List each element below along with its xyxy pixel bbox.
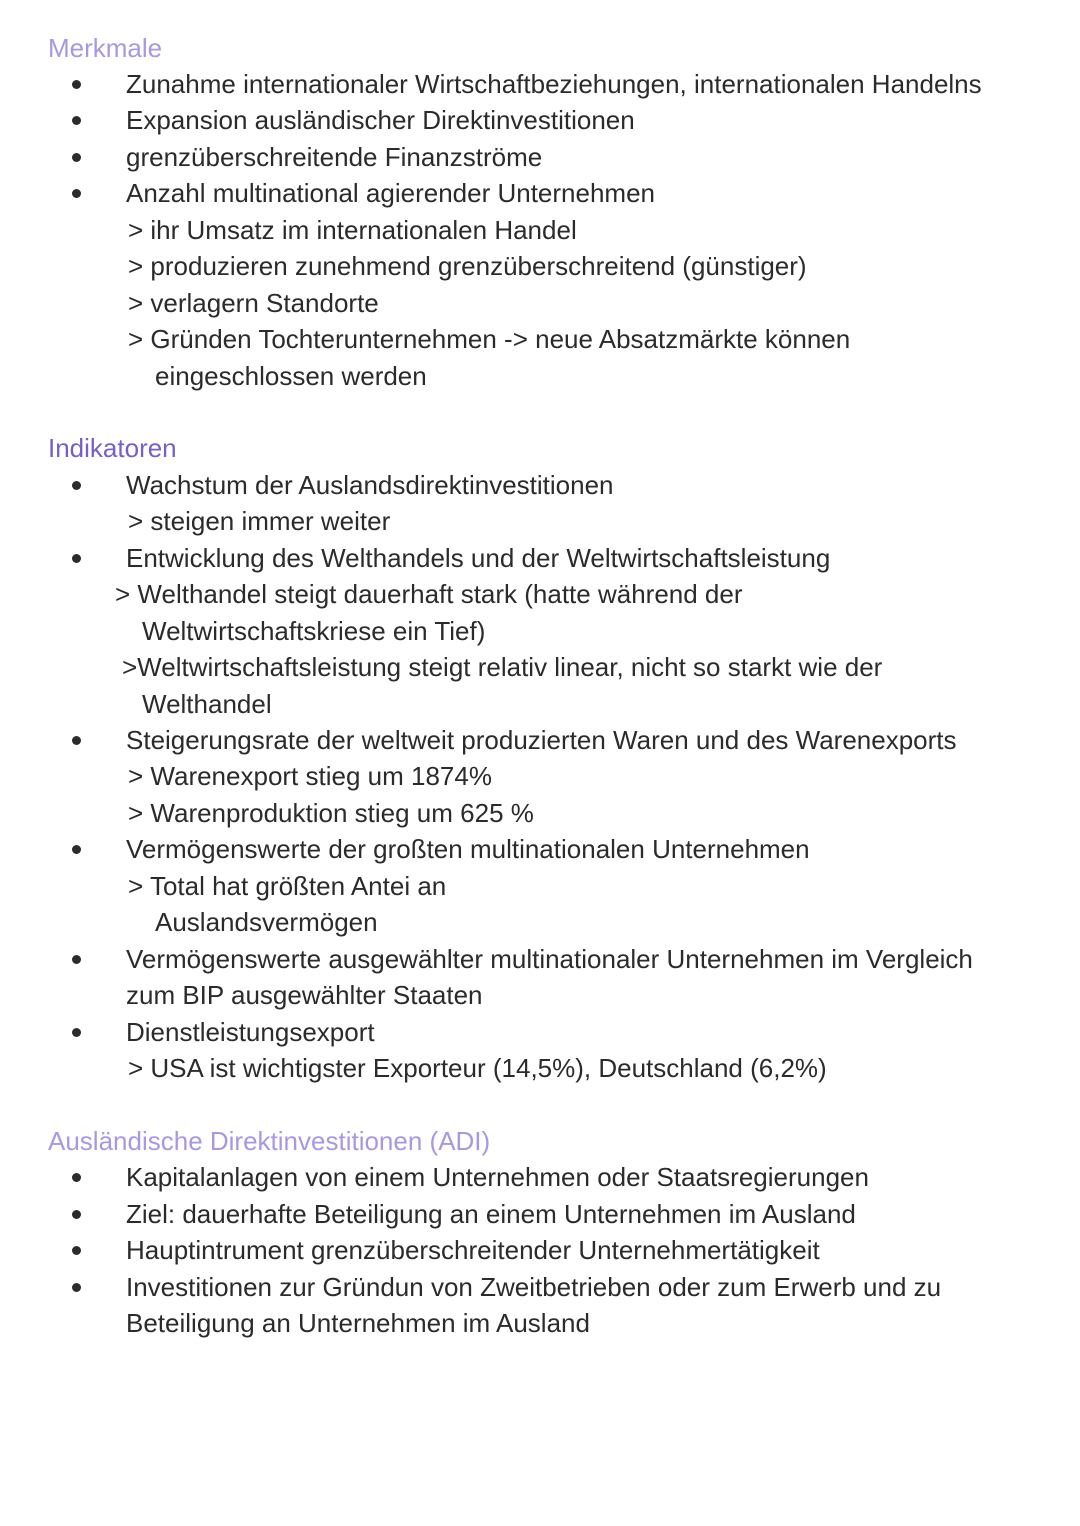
bullet-icon [72, 481, 81, 490]
bullet-icon [72, 189, 81, 198]
list-item: Kapitalanlagen von einem Unternehmen oder Staatsregierungen [126, 1162, 869, 1192]
list-item: Investitionen zur Gründun von Zweitbetrieben oder zum Erwerb und zu [126, 1272, 942, 1302]
sub-item: > Warenproduktion stieg um 625 % [128, 798, 534, 828]
list-item: Vermögenswerte ausgewählter multinationaler Unternehmen im Vergleich [126, 944, 973, 974]
list-item-continuation: zum BIP ausgewählter Staaten [126, 980, 483, 1010]
sub-item: > Welthandel steigt dauerhaft stark (hatte während der [115, 579, 743, 609]
bullet-icon [72, 116, 81, 125]
sub-item-continuation: Welthandel [142, 689, 272, 719]
list-item: Hauptintrument grenzüberschreitender Unternehmertätigkeit [126, 1235, 820, 1265]
bullet-icon [72, 80, 81, 89]
list-item-continuation: Beteiligung an Unternehmen im Ausland [126, 1308, 590, 1338]
bullet-icon [72, 1283, 81, 1292]
sub-item: > verlagern Standorte [128, 288, 379, 318]
list-item: Steigerungsrate der weltweit produzierten Waren und des Warenexports [126, 725, 957, 755]
list-item: Entwicklung des Welthandels und der Weltwirtschaftsleistung [126, 543, 831, 573]
bullet-icon [72, 153, 81, 162]
list-item: Vermögenswerte der großten multinationalen Unternehmen [126, 834, 810, 864]
list-item: Wachstum der Auslandsdirektinvestitionen [126, 470, 614, 500]
bullet-icon [72, 955, 81, 964]
list-item: Dienstleistungsexport [126, 1017, 375, 1047]
sub-item: > produzieren zunehmend grenzüberschreitend (günstiger) [128, 251, 807, 281]
list-item: Ziel: dauerhafte Beteiligung an einem Unternehmen im Ausland [126, 1199, 856, 1229]
sub-item-continuation: Weltwirtschaftskriese ein Tief) [142, 616, 486, 646]
list-item: grenzüberschreitende Finanzströme [126, 142, 543, 172]
bullet-icon [72, 1246, 81, 1255]
bullet-icon [72, 736, 81, 745]
sub-item: >Weltwirtschaftsleistung steigt relativ linear, nicht so starkt wie der [122, 652, 883, 682]
sub-item-continuation: eingeschlossen werden [155, 361, 427, 391]
sub-item: > Gründen Tochterunternehmen -> neue Absatzmärkte können [128, 324, 851, 354]
bullet-icon [72, 845, 81, 854]
sub-item: > ihr Umsatz im internationalen Handel [128, 215, 577, 245]
sub-item: > USA ist wichtigster Exporteur (14,5%), Deutschland (6,2%) [128, 1053, 827, 1083]
sub-item: > steigen immer weiter [128, 506, 391, 536]
section-heading-merkmale: Merkmale [48, 33, 163, 63]
list-item: Expansion ausländischer Direktinvestitionen [126, 105, 635, 135]
list-item: Anzahl multinational agierender Unternehmen [126, 178, 655, 208]
sub-item-continuation: Auslandsvermögen [155, 907, 378, 937]
bullet-icon [72, 1210, 81, 1219]
bullet-icon [72, 554, 81, 563]
section-heading-adi: Ausländische Direktinvestitionen (ADI) [48, 1126, 491, 1156]
bullet-icon [72, 1028, 81, 1037]
list-item: Zunahme internationaler Wirtschaftbeziehungen, internationalen Handelns [126, 69, 982, 99]
sub-item: > Warenexport stieg um 1874% [128, 761, 492, 791]
section-heading-indikatoren: Indikatoren [48, 433, 177, 463]
sub-item: > Total hat größten Antei an [128, 871, 447, 901]
bullet-icon [72, 1173, 81, 1182]
